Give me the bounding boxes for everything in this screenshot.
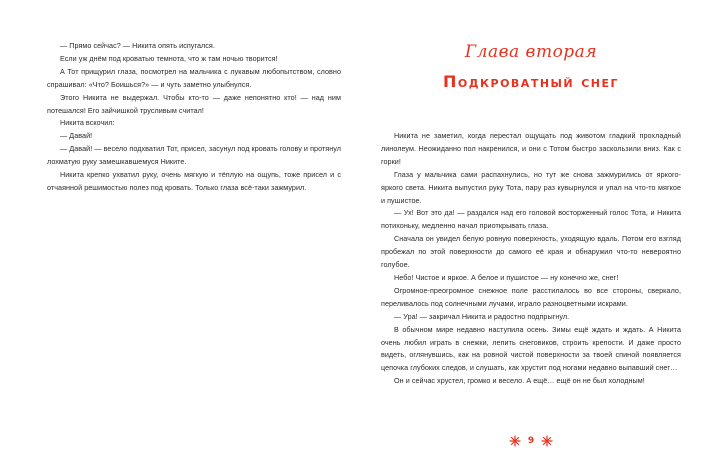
right-paragraph-5: Небо! Чистое и яркое. А белое и пушистое — ну конечно же, снег! (394, 272, 619, 282)
snowflake-ornament-icon (507, 435, 523, 447)
right-paragraph-1: Никита не заметил, когда перестал ощущать под животом гладкий прохладный линолеум. Неожиданно пол накренился, и они с Тотом быстро заскользили вниз. Как с горки! (381, 131, 681, 166)
page-number: 9 (527, 436, 535, 446)
right-paragraph-7: — Ура! — закричал Никита и радостно подпрыгнул. (394, 311, 570, 321)
left-paragraph-6: — Давай! (60, 131, 93, 141)
chapter-body (381, 130, 681, 388)
right-paragraph-3: — Ух! Вот это да! — раздался над его головой восторженный голос Тота, и Никита потихоньку, медленно начал приоткрывать глаза. (381, 208, 681, 231)
right-page (381, 40, 681, 388)
left-paragraph-8: Никита крепко ухватил руку, очень мягкую и тёплую на ощупь, тоже присел и с отчаянной решимостью полез под кровать. Только глаза всё-таки зажмурил. (47, 170, 341, 192)
chapter-title: Подкроватный снег (442, 72, 620, 91)
left-paragraph-7: — Давай! — весело подхватил Тот, присел, засунул под кровать голову и протянул лохматую руку замешкавшемуся Никите. (47, 144, 341, 167)
page-folio (501, 433, 561, 449)
right-paragraph-2: Глаза у мальчика сами распахнулись, но тут же снова зажмурились от яркого-яркого света. Никита выпустил руку Тота, пару раз кувырнулся и упал на что-то мягкое и пушистое. (381, 169, 681, 205)
right-paragraph-4: Сначала он увидел белую ровную поверхность, уходящую вдаль. Потом его взгляд пробежал по этой поверхности до самого её края и обнаружил что-то невероятно голубое. (381, 234, 681, 270)
left-paragraph-2: Если уж днём под кроватью темнота, что ж там ночью творится! (60, 53, 278, 63)
right-paragraph-9: Он и сейчас хрустел, громко и весело. А ещё… ещё он не был холодным! (394, 376, 645, 386)
right-paragraph-8: В обычном мире недавно наступила осень. Зимы ещё ждать и ждать. А Никита очень любил играть в снежки, лепить снеговиков, строить крепости. И даже просто видеть, оглянувшись, как на ровной чистой поверхности за твоей спиной появляется цепочка глубоких следов, и слушать, как хрустит под ногами недавно выпавший снег… (381, 324, 681, 373)
chapter-label: Глава вторая (464, 42, 598, 62)
snowflake-ornament-icon (539, 435, 555, 447)
left-paragraph-3: А Тот прищурил глаза, посмотрел на мальчика с лукавым любопытством, словно спрашивал: «Что? Боишься?» — и чуть заметно улыбнулся. (47, 66, 341, 89)
left-paragraph-5: Никита вскочил: (60, 118, 115, 128)
left-page (47, 40, 341, 195)
left-paragraph-4: Этого Никита не выдержал. Чтобы кто-то — даже непонятно кто! — над ним потешался! Его зайчишкой трусливым считал! (47, 92, 341, 115)
right-paragraph-6: Огромное-преогромное снежное поле расстилалось во все стороны, сверкало, переливалось под солнечными лучами, играло разноцветными искрами. (381, 285, 681, 308)
left-paragraph-1: — Прямо сейчас? — Никита опять испугался. (60, 41, 215, 50)
